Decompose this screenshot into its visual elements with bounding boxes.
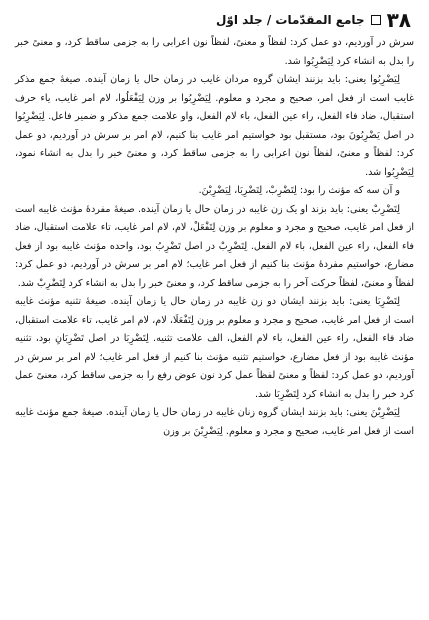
running-title: جامع المقدّمات / جلد اوّل [216, 13, 365, 27]
paragraph: و آن سه که مؤنث را بود: لِتَضْرِبْ، لِتَضْرِبَا، لِیَضْرِبْنَ. [198, 185, 400, 196]
paragraph: لِیَضْرِبُوا یعنی: باید بزنند ایشان گروه مردان غایب در زمان حال یا زمان آینده. صیغهٔ جمع مذکر غایب است از فعل امر، صحیح و مجرد و معلوم. لِیَضْرِبُوا بر وزن لِیَفْعَلُوا، لام امر غایب، یاء حرف استقبال، ضاد فاء الفعل، راء عین الفعل، باء لام الفعل، واو علامت جمع مذکر و ضمیر فاعل. لِیَضْرِبُوا در اصل یَضْرِبُونَ بود، مستقبل بود خواستیم امر غایب بنا کنیم، لام امر بر سرش در آوردیم، دو عمل کرد: لفظاً و معنیً، لفظاً نون اعرابی را به جزمی ساقط کرد، و معنیً خبر را بدل به انشاء نمود، لِیَضْرِبُوا شد. [15, 74, 414, 178]
paragraph: لِتَضْرِبْ یعنی: باید بزند او یک زن غایبه در زمان حال یا زمان آینده. صیغهٔ مفردهٔ مؤنث غایبه است از فعل امر غایب، صحیح و مجرد و معلوم بر وزن لِتَفْعَلْ، لام، لام امر غایب، تاء علامت استقبال، ضاد فاء الفعل، راء عین الفعل، باء لام الفعل. لِتَضْرِبْ در اصل تَضْرِبُ بود، واحده مؤنث غایبه بود از فعل مضارع، خواستیم مفردهٔ مؤنث بنا کنیم از فعل امر غایب؛ لام امر بر سرش در آوردیم، دو عمل کرد: لفظاً و معنیً، لفظاً حرکت آخر را به جزمی ساقط کرد، و معنیً خبر را بدل به انشاء کرد لِتَضْرِبْ شد. [15, 203, 414, 289]
paragraph: لِیَضْرِبْنَ یعنی: باید بزنند ایشان گروه زنان غایبه در زمان حال یا زمان آینده. صیغهٔ جمع مؤنث غایبه است از فعل امر غایب، صحیح و مجرد و معلوم. لِیَضْرِبْنَ بر وزن [15, 407, 414, 437]
page-number: ۳۸ [386, 8, 411, 32]
page-header [16, 8, 411, 32]
paragraph: لِتَضْرِبَا یعنی: باید بزنند ایشان دو زن غایبه در زمان حال یا زمان آینده. صیغهٔ تثنیه مؤنث غایبه است از فعل امر غایب، صحیح و مجرد و معلوم بر وزن لِتَفْعَلَا، لام، لام امر غایب، تاء علامت استقبال، ضاد فاء الفعل، راء عین الفعل، باء لام الفعل، الف علامت تثنیه. لِتَضْرِبَا در اصل تَضْرِبَانِ بود، تثنیه مؤنث غایبه بود از فعل مضارع، خواستیم تثنیه مؤنث بنا کنیم از فعل امر غایب؛ لام امر بر سرش در آوردیم، دو عمل کرد: لفظاً و معنیً لفظاً عمل کرد نون عوض رفع را به جزمی ساقط کرد، معنیً عمل کرد خبر را بدل به انشاء کرد لِتَضْرِبَا شد. [15, 296, 414, 400]
square-ornament-icon [371, 15, 381, 25]
paragraph: سرش در آوردیم، دو عمل کرد: لفظاً و معنیً، لفظاً نون اعرابی را به جزمی ساقط کرد، و معنیً خبر را بدل به انشاء کرد لِیَضْرِبُوا شد. [15, 37, 414, 67]
body-text [15, 34, 414, 612]
